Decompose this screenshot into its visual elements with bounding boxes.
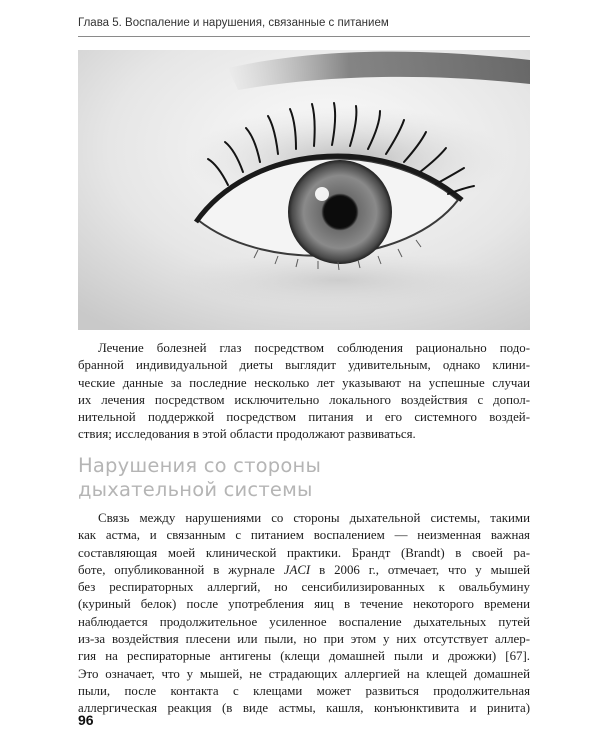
text-line: Связь между нарушениями со стороны дыхательной системы, такими <box>98 511 530 525</box>
section-heading-line: дыхательной системы <box>78 478 313 501</box>
eye-photo-figure <box>78 50 530 330</box>
journal-name: JACI <box>283 562 311 577</box>
section-heading-line: Нарушения со стороны <box>78 454 322 477</box>
text-line: как астма, и связанным с питанием воспалением — неизменная важная <box>78 528 530 543</box>
text-line: (куриный белок) после употребления яиц в течение некоторого времени <box>78 597 530 612</box>
text-line: бранной индивидуальной диеты выглядит удивительным, однако клини- <box>78 358 530 373</box>
text-line: ствия; исследования в этой области продолжают развиваться. <box>78 427 416 442</box>
text-line: аллергическая реакция (в виде астмы, кашля, конъюнктивита и ринита) <box>78 701 530 716</box>
page-number: 96 <box>78 712 94 728</box>
intro-paragraph <box>78 340 530 444</box>
section-heading <box>78 454 530 502</box>
text-line: пыли, после контакта с клещами может развиться продолжительная <box>78 683 530 698</box>
text-line: нительной поддержкой посредством питания и его системного воздей- <box>78 410 530 425</box>
text-line: ческие данные за последние несколько лет указывают на успешные случаи <box>78 375 530 390</box>
text-line: боте, опубликованной в журнале JACI в 2006 г., отмечает, что у мышей <box>78 562 530 577</box>
text-line: составляющая моей клинической практики. Брандт (Brandt) в своей ра- <box>78 545 530 560</box>
text-line: без респираторных аллергий, но сенсибилизированных к овальбумину <box>78 580 530 595</box>
eye-photo-icon <box>78 50 530 330</box>
body-paragraph <box>78 510 530 718</box>
text-line: их лечения посредством исключительно локального воздействия с допол- <box>78 392 530 407</box>
running-header: Глава 5. Воспаление и нарушения, связанные с питанием <box>78 17 389 29</box>
text-line: Это означает, что у мышей, не страдающих аллергией на клещей домашней <box>78 666 530 681</box>
text-line: наблюдается продолжительное усиленное воспаление дыхательных путей <box>78 614 530 629</box>
header-divider <box>78 36 530 37</box>
text-line: из-за воздействия плесени или пыли, но при этом у них отсутствует аллер- <box>78 632 530 647</box>
text-line: Лечение болезней глаз посредством соблюдения рационально подо- <box>98 341 530 355</box>
text-line: гия на респираторные антигены (клещи домашней пыли и дрожжи) [67]. <box>78 649 530 664</box>
